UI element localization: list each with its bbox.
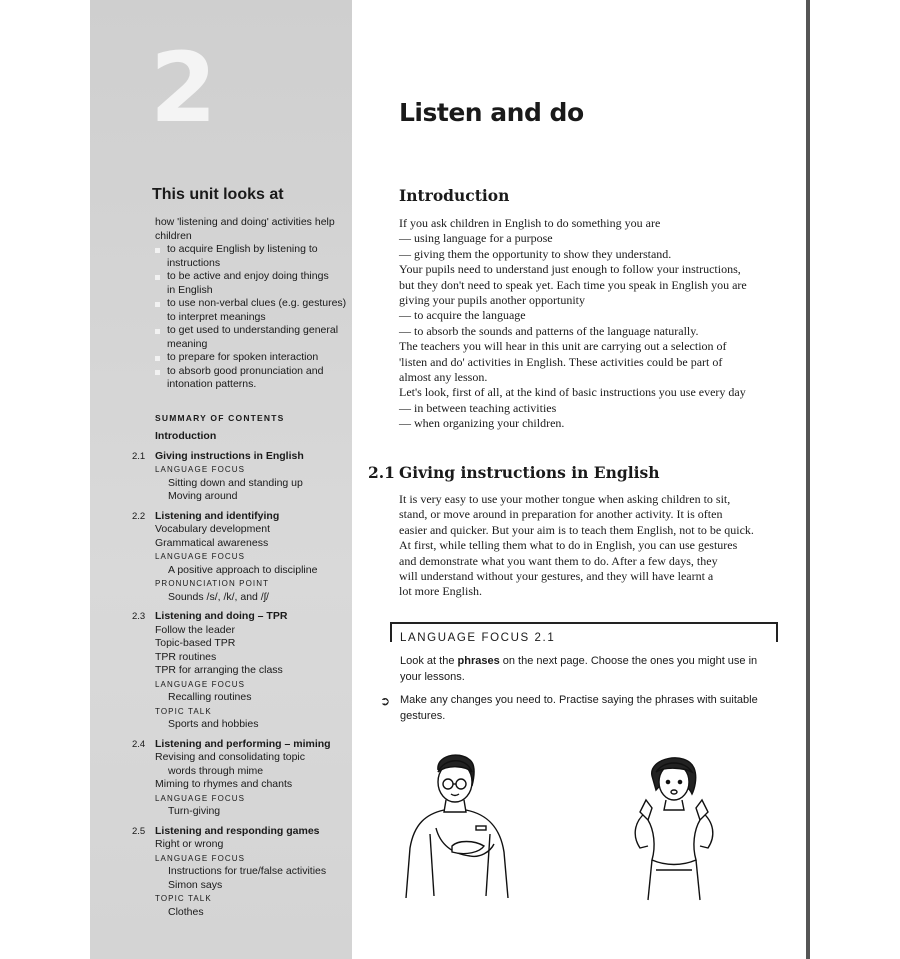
table-of-contents bbox=[130, 430, 350, 919]
toc-item bbox=[130, 624, 350, 638]
toc-text: Sports and hobbies bbox=[168, 718, 259, 730]
toc-cap bbox=[130, 577, 350, 591]
toc-text: Introduction bbox=[155, 430, 217, 442]
toc-text: LANGUAGE FOCUS bbox=[155, 793, 246, 803]
toc-cap bbox=[130, 892, 350, 906]
toc-sub bbox=[130, 805, 350, 819]
toc-text: Sounds /s/, /k/, and /ʃ/ bbox=[168, 590, 269, 603]
sidebar-bullet-line: instructions bbox=[167, 256, 221, 269]
introduction-line: — giving them the opportunity to show they understand. bbox=[399, 246, 672, 261]
introduction-text bbox=[399, 216, 747, 432]
toc-text: Listening and identifying bbox=[155, 509, 280, 522]
section-line: lot more English. bbox=[399, 584, 482, 599]
girl-gesturing-illustration bbox=[626, 750, 721, 902]
toc-cap bbox=[130, 463, 350, 477]
introduction-line: — when organizing your children. bbox=[399, 416, 565, 431]
toc-item bbox=[130, 838, 350, 852]
sidebar-bullet-line: to get used to understanding general bbox=[167, 324, 339, 336]
toc-text: LANGUAGE FOCUS bbox=[155, 465, 246, 474]
language-focus-title: LANGUAGE FOCUS 2.1 bbox=[400, 632, 556, 644]
toc-text: Instructions for true/false activities bbox=[168, 865, 327, 877]
introduction-line: Your pupils need to understand just enough to follow your instructions, bbox=[399, 262, 741, 277]
introduction-line: — using language for a purpose bbox=[399, 231, 553, 246]
toc-text: PRONUNCIATION POINT bbox=[155, 579, 270, 588]
toc-head bbox=[130, 825, 350, 839]
toc-text: Moving around bbox=[168, 490, 238, 502]
introduction-heading: Introduction bbox=[399, 186, 510, 205]
sidebar-intro bbox=[155, 216, 345, 243]
toc-item bbox=[130, 651, 350, 665]
toc-text: Listening and doing – TPR bbox=[155, 610, 288, 622]
toc-text: TOPIC TALK bbox=[155, 706, 212, 716]
section-line: stand, or move around in preparation for another activity. It is often bbox=[399, 507, 723, 522]
sidebar-intro-line: children bbox=[155, 229, 192, 242]
toc-item bbox=[130, 537, 350, 551]
introduction-line: — to acquire the language bbox=[399, 308, 526, 323]
toc-text: Turn-giving bbox=[168, 805, 221, 817]
toc-text: LANGUAGE FOCUS bbox=[155, 853, 246, 863]
toc-sub bbox=[130, 564, 350, 578]
toc-text: Simon says bbox=[168, 878, 223, 891]
introduction-line: almost any lesson. bbox=[399, 370, 488, 385]
sidebar-bullet-line: to use non-verbal clues (e.g. gestures) bbox=[167, 297, 347, 309]
toc-head bbox=[130, 450, 350, 464]
toc-section-number: 2.3 bbox=[132, 611, 146, 622]
section-text bbox=[399, 492, 754, 600]
section-number: 2.1 bbox=[368, 463, 395, 482]
section-line: and demonstrate what you want them to do. After a few days, they bbox=[399, 553, 718, 568]
toc-text: Miming to rhymes and chants bbox=[155, 778, 293, 790]
section-line: easier and quicker. But your aim is to teach them English, not to be quick. bbox=[399, 522, 754, 537]
toc-text: Follow the leader bbox=[155, 623, 235, 636]
toc-cap bbox=[130, 852, 350, 866]
sidebar-bullet-item bbox=[157, 270, 347, 297]
toc-head bbox=[130, 610, 350, 624]
toc-text: Listening and responding games bbox=[155, 824, 320, 837]
introduction-line: 'listen and do' activities in English. These activities could be part of bbox=[399, 354, 723, 369]
sidebar-bullet-item bbox=[157, 351, 347, 365]
introduction-line: If you ask children in English to do something you are bbox=[399, 216, 661, 230]
toc-text: TPR routines bbox=[155, 650, 217, 663]
toc-text: Topic-based TPR bbox=[155, 637, 236, 649]
toc-section-number: 2.1 bbox=[132, 450, 146, 462]
toc-cap bbox=[130, 792, 350, 806]
sidebar-bullet-line: to be active and enjoy doing things bbox=[167, 270, 329, 282]
boy-with-glasses-illustration bbox=[400, 748, 515, 904]
section-heading: Giving instructions in English bbox=[399, 463, 660, 482]
toc-text: Revising and consolidating topic bbox=[155, 751, 306, 763]
toc-sub bbox=[130, 490, 350, 504]
language-focus-line: Look at the phrases on the next page. Choose the ones you might use in bbox=[400, 655, 758, 667]
section-line: At first, while telling them what to do in English, you can use gestures bbox=[399, 538, 738, 553]
toc-head bbox=[130, 738, 350, 752]
chapter-number: 2 bbox=[150, 32, 217, 144]
toc-text: A positive approach to discipline bbox=[168, 563, 318, 576]
toc-item bbox=[130, 637, 350, 651]
sidebar-bullet-item bbox=[157, 243, 347, 270]
sidebar-bullet-line: to absorb good pronunciation and bbox=[167, 364, 324, 377]
toc-sub bbox=[130, 477, 350, 491]
toc-text: words through mime bbox=[168, 764, 264, 777]
toc-item bbox=[130, 778, 350, 792]
introduction-line: — in between teaching activities bbox=[399, 400, 557, 415]
toc-text: TOPIC TALK bbox=[155, 894, 212, 903]
introduction-line: — to absorb the sounds and patterns of the language naturally. bbox=[399, 323, 699, 338]
toc-item bbox=[130, 523, 350, 537]
page-edge bbox=[806, 0, 810, 959]
introduction-line: The teachers you will hear in this unit are carrying out a selection of bbox=[399, 339, 727, 354]
summary-heading: SUMMARY OF CONTENTS bbox=[155, 413, 285, 423]
toc-cap bbox=[130, 678, 350, 692]
sidebar-bullet-line: to acquire English by listening to bbox=[167, 243, 318, 255]
toc-sub bbox=[130, 718, 350, 732]
toc-sub bbox=[130, 865, 350, 879]
language-focus-practice bbox=[400, 693, 758, 724]
sidebar-bullet-item bbox=[157, 324, 347, 351]
sidebar-bullet-item bbox=[157, 297, 347, 324]
sidebar-intro-line: how 'listening and doing' activities help bbox=[155, 216, 335, 228]
toc-text: Recalling routines bbox=[168, 691, 252, 703]
toc-sub bbox=[130, 591, 350, 605]
toc-cap bbox=[130, 550, 350, 564]
toc-sub bbox=[130, 691, 350, 705]
toc-text: Giving instructions in English bbox=[155, 449, 304, 462]
toc-text: TPR for arranging the class bbox=[155, 664, 283, 676]
toc-head bbox=[130, 430, 350, 444]
introduction-line: Let's look, first of all, at the kind of basic instructions you use every day bbox=[399, 385, 746, 400]
toc-text: Clothes bbox=[168, 905, 204, 918]
section-line: will understand without your gestures, and they will have learnt a bbox=[399, 569, 714, 584]
language-focus-line: your lessons. bbox=[400, 670, 465, 683]
sidebar-bullet-line: intonation patterns. bbox=[167, 378, 257, 390]
language-focus-line: Make any changes you need to. Practise saying the phrases with suitable bbox=[400, 694, 758, 706]
toc-section-number: 2.2 bbox=[132, 510, 146, 522]
toc-text: Vocabulary development bbox=[155, 523, 270, 535]
toc-text: LANGUAGE FOCUS bbox=[155, 679, 246, 689]
sidebar-bullet-line: to interpret meanings bbox=[167, 310, 266, 323]
toc-sub bbox=[130, 879, 350, 893]
toc-sub bbox=[130, 906, 350, 920]
toc-text: Grammatical awareness bbox=[155, 536, 269, 549]
toc-section-number: 2.5 bbox=[132, 825, 146, 837]
section-line: It is very easy to use your mother tongue when asking children to sit, bbox=[399, 492, 731, 506]
toc-text: Right or wrong bbox=[155, 838, 224, 850]
language-focus-line: gestures. bbox=[400, 709, 446, 722]
language-focus-instructions bbox=[400, 654, 757, 685]
page-title: Listen and do bbox=[399, 98, 584, 127]
toc-sub bbox=[130, 765, 350, 779]
sidebar-bullet-list bbox=[157, 243, 347, 392]
toc-text: LANGUAGE FOCUS bbox=[155, 552, 246, 561]
sidebar-bullet-line: in English bbox=[167, 283, 213, 296]
introduction-line: but they don't need to speak yet. Each time you speak in English you are bbox=[399, 277, 747, 292]
sidebar-bullet-item bbox=[157, 365, 347, 392]
toc-item bbox=[130, 664, 350, 678]
toc-cap bbox=[130, 705, 350, 719]
cd-arrow-icon: ➲ bbox=[380, 694, 391, 708]
toc-head bbox=[130, 510, 350, 524]
introduction-line: giving your pupils another opportunity bbox=[399, 293, 585, 308]
sidebar-bullet-line: meaning bbox=[167, 337, 208, 350]
toc-item bbox=[130, 751, 350, 765]
sidebar-bullet-line: to prepare for spoken interaction bbox=[167, 351, 319, 363]
toc-text: Listening and performing – miming bbox=[155, 737, 331, 750]
toc-section-number: 2.4 bbox=[132, 738, 146, 750]
sidebar-title: This unit looks at bbox=[152, 186, 284, 203]
toc-text: Sitting down and standing up bbox=[168, 476, 303, 489]
